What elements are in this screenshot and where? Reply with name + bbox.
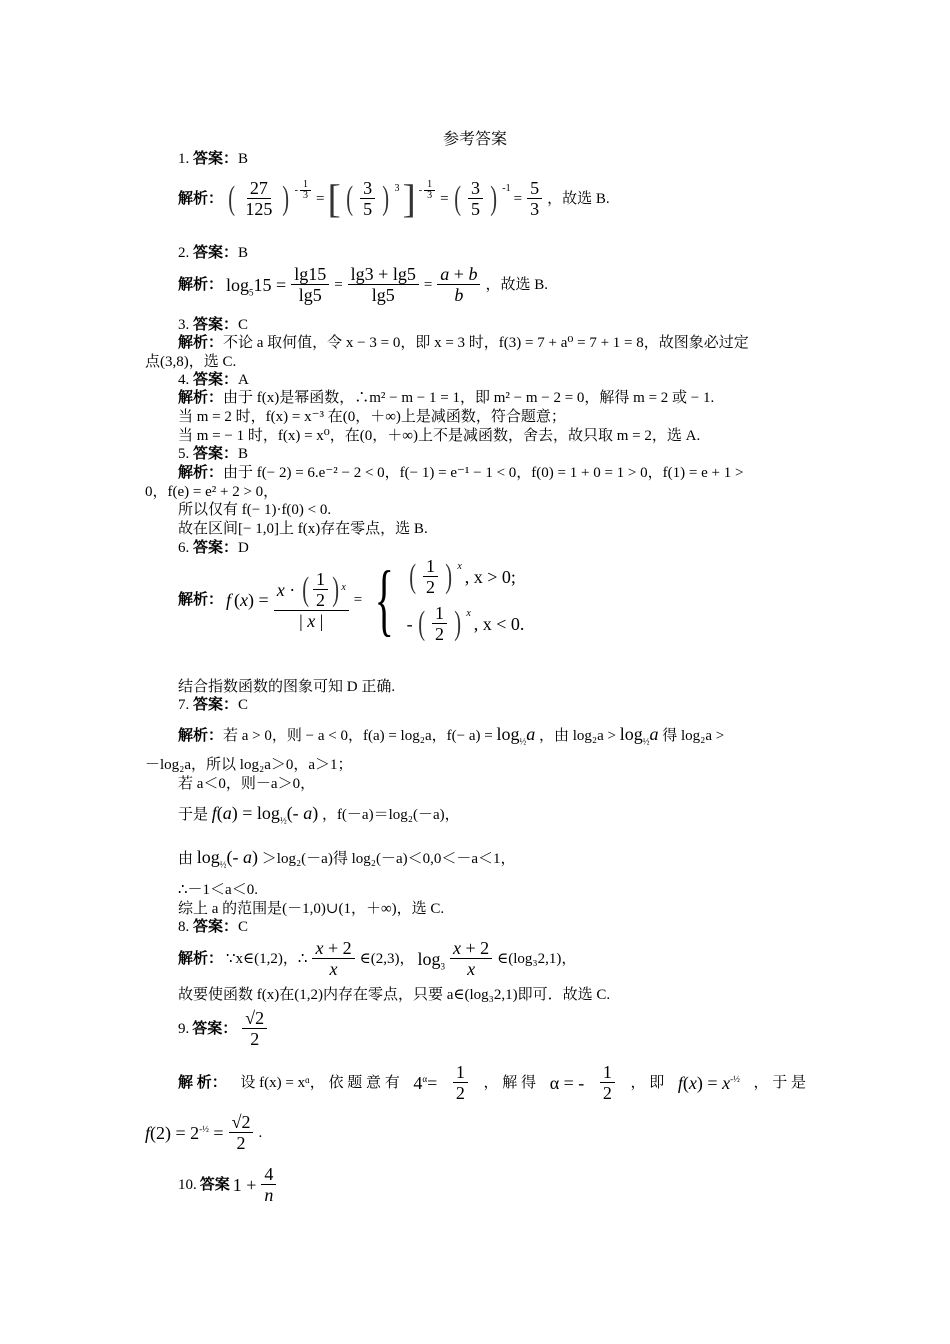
q10-answer: 10. 答案 1 + $\frac{4}{n}$: [178, 1164, 278, 1205]
q8-solution-1: 解析： ∵x∈(1,2)，∴ $\frac{x + 2}{x}$ ∈(2,3)， $\log_3$ $\frac{x + 2}{x}$ ∈(log₃2,1)，: [178, 938, 577, 979]
q6-answer: 6. 答案：D: [178, 540, 249, 556]
q3-answer: 3. 答案：C: [178, 317, 249, 333]
q5-solution-4: 故在区间[− 1,0]上 f(x)存在零点，选 B.: [178, 521, 428, 537]
q7-solution-2: －log₂a，所以 log₂a＞0，a＞1；: [145, 757, 353, 773]
q1-answer: 1. 答案：B: [178, 151, 249, 167]
page-title: 参考答案: [442, 131, 507, 148]
q5-answer: 5. 答案：B: [178, 446, 249, 462]
q9-solution-1: 解 析： 设 f(x) = xᵅ， 依 题 意 有 $4^\alpha=$ $\frac{1}{2}$ ， 解 得 α = - $\frac{1}{2}$ ， 即 $f(x) = x^{-\frac{1}{2}}$ ， 于 是: [178, 1062, 806, 1103]
q7-solution-6: ∴－1＜a＜0.: [178, 882, 258, 898]
q6-conclusion: 结合指数函数的图象可知 D 正确.: [178, 679, 396, 695]
q7-solution-3: 若 a＜0，则－a＞0，: [178, 776, 316, 792]
q1-solution: 解析： ( $\frac{27}{125}$ ) - $\frac{1}{3}$ = [ ( $\frac{3}{5}$ ) 3 ] - $\frac{1}{3}$ = ( $\frac{3}{5}$ ) -1 = $\frac{5}{3}$ ，故选 B.: [178, 175, 610, 221]
q2-answer: 2. 答案：B: [178, 245, 249, 261]
q8-solution-2: 故要使函数 f(x)在(1,2)内存在零点，只要 a∈(log₃2,1)即可．故选 C.: [178, 987, 611, 1003]
q4-answer: 4. 答案：A: [178, 372, 249, 388]
q3-solution-2: 点(3,8)，选 C.: [145, 354, 237, 370]
q5-solution-3: 所以仅有 f(− 1)·f(0) < 0.: [178, 502, 332, 518]
q7-solution-1: 解析：若 a > 0，则 − a < 0，f(a) = log₂a，$f(- a) = \log_{\frac{1}{2}}a$ ，由 $\log_2a > \log_{\frac{1}{2}}a$ 得 log₂a >: [178, 724, 725, 747]
q5-solution-1: 解析：由于 f(− 2) = 6.e⁻² − 2 < 0，f(− 1) = e⁻¹ − 1 < 0，f(0) = 1 + 0 = 1 > 0，f(1) = e + 1 >: [178, 465, 744, 481]
q4-solution-1: 解析：由于 f(x)是幂函数，∴m² − m − 1 = 1，即 m² − m − 2 = 0，解得 m = 2 或 − 1.: [178, 390, 715, 406]
q9-solution-2: $f(2) = 2^{-\frac{1}{2}}$ = $\frac{√2}{2}$ .: [145, 1112, 263, 1153]
q7-solution-4: 于是 $f(a) = \log_{\frac{1}{2}}(-$ a) ，f(－a)＝log₂(－a)，: [178, 803, 460, 826]
q7-answer: 7. 答案：C: [178, 697, 249, 713]
q4-solution-2: 当 m = 2 时，f(x) = x⁻³ 在(0，＋∞)上是减函数，符合题意；: [178, 409, 566, 425]
q7-solution-7: 综上 a 的范围是(－1,0)∪(1，＋∞)，选 C.: [178, 901, 445, 917]
q7-solution-5: 由 $\log_{\frac{1}{2}}(-$ a) ＞log₂(－a)得 log₂(－a)＜0,0＜－a＜1，: [178, 847, 516, 870]
q3-solution-1: 解析：不论 a 取何值，令 x − 3 = 0，即 x = 3 时，f(3) = 7 + a⁰ = 7 + 1 = 8，故图象必过定: [178, 335, 749, 351]
q5-solution-2: 0，f(e) = e² + 2 > 0，: [145, 484, 279, 500]
q6-solution: 解析： f (x) = x · ( $\frac{1}{2}$ ) x | x | = { ( $\frac{1}{2}$ ) x , x > 0; - ( $\frac{1}{2}$ ) x , x < 0.: [178, 556, 525, 644]
q4-solution-3: 当 m = − 1 时，f(x) = x⁰，在(0，＋∞)上不是减函数，舍去，故只取 m = 2，选 A.: [178, 428, 701, 444]
q2-solution: 解析： $\log_515$ = $\frac{\lg 15}{\lg 5}$ = $\frac{\lg 3 + \lg 5}{\lg 5}$ = $\frac{a + b}{b}$ ，故选 B.: [178, 264, 548, 305]
q9-answer: 9. 答案： $\frac{√2}{2}$: [178, 1008, 269, 1049]
q8-answer: 8. 答案：C: [178, 919, 249, 935]
